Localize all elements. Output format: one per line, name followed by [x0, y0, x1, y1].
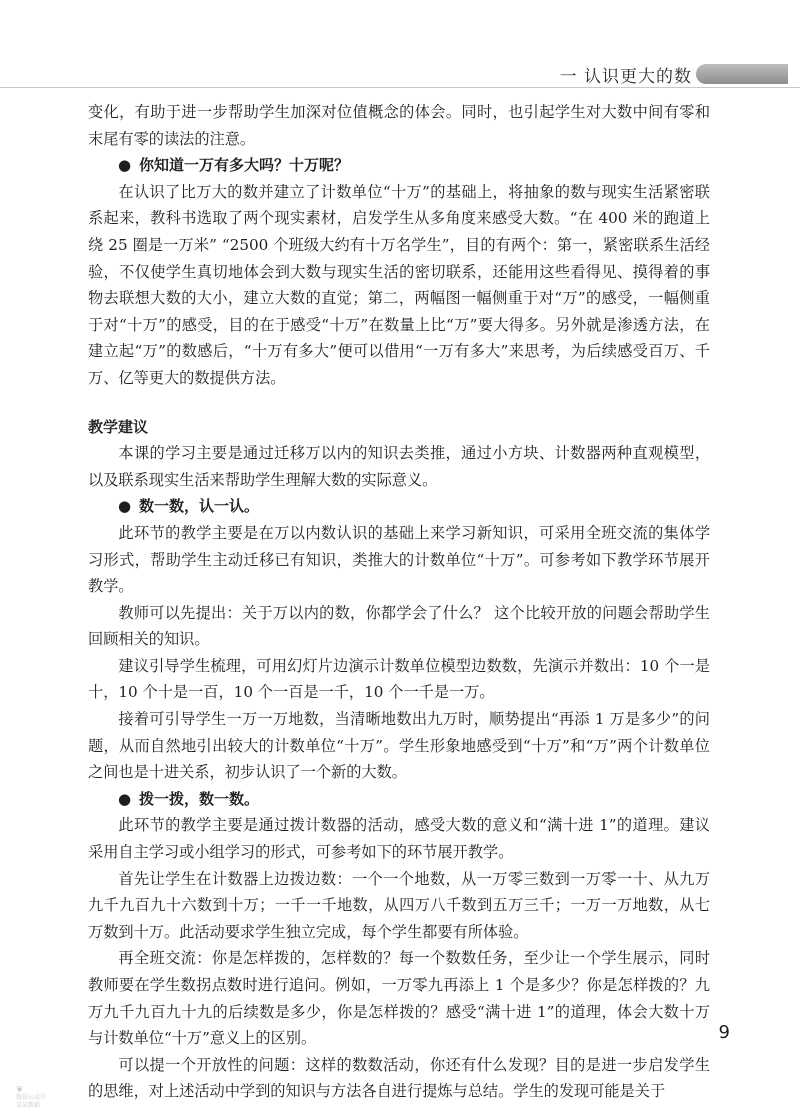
chapter-tab-decoration	[696, 64, 788, 84]
paragraph: 变化，有助于进一步帮助学生加深对位值概念的体会。同时，也引起学生对大数中间有零和末尾有零的读法的注意。	[88, 103, 710, 148]
bullet-text: 你知道一万有多大吗？十万呢？	[139, 156, 350, 175]
paragraph: 本课的学习主要是通过迁移万以内的知识去类推，通过小方块、计数器两种直观模型，以及联系现实生活来帮助学生理解大数的实际意义。	[88, 444, 710, 489]
paragraph: 教师可以先提出：关于万以内的数，你都学会了什么？ 这个比较开放的问题会帮助学生回顾相关的知识。	[88, 603, 710, 649]
header-divider	[0, 87, 800, 88]
paragraph: 再全班交流：你是怎样拨的，怎样数的？每一个数数任务，至少让一个学生展示，同时教师要在学生数拐点数时进行追问。例如，一万零九再添上 1 个是多少？你是怎样拨的？九万九千九百九十九的后续数是多少，你是怎样拨的？感受“满十进 1”的道理，体会大数十万与计数单位“十万”意义上的区别。	[88, 949, 710, 1048]
paragraph: 可以提一个开放性的问题：这样的数数活动，你还有什么发现？目的是进一步启发学生的思维，对上述活动中学到的知识与方法各自进行提炼与总结。学生的发现可能是关于	[88, 1055, 710, 1101]
chapter-title: 一 认识更大的数	[559, 67, 692, 87]
page-body	[88, 99, 710, 1105]
watermark-line: 微信公众号	[16, 1094, 47, 1101]
bullet-heading-count-and-recognize	[88, 493, 710, 520]
bullet-dot-icon: ●	[118, 789, 132, 808]
paragraph: 建议引导学生梳理，可用幻灯片边演示计数单位模型边数数，先演示并数出：10 个一是十，10 个十是一百，10 个一百是一千，10 个一千是一万。	[88, 656, 710, 702]
watermark	[16, 1086, 46, 1110]
bullet-dot-icon: ●	[118, 497, 132, 516]
paragraph: 此环节的教学主要是通过拨计数器的活动，感受大数的意义和“满十进 1”的道理。建议采用自主学习或小组学习的形式，可参考如下的环节展开教学。	[88, 816, 710, 862]
bullet-text: 数一数，认一认。	[139, 497, 260, 516]
paragraph: 在认识了比万大的数并建立了计数单位“十万”的基础上，将抽象的数与现实生活紧密联系起来，教科书选取了两个现实素材，启发学生从多角度来感受大数。“在 400 米的跑道上绕 25 圈是一万米” “2500 个班级大约有十万名学生”，目的有两个：第一，紧密联系生活经验，不仅使学生真切地体会到大数与现实生活的密切联系，还能用这些看得见、摸得着的事物去联想大数的大小，建立大数的直觉；第二，两幅图一幅侧重于对“万”的感受，一幅侧重于对“十万”的感受，目的在于感受“十万”在数量上比“万”要大得多。另外就是渗透方法，在建立起“万”的数感后，“十万有多大”便可以借用“一万有多大”来思考，为后续感受百万、千万、亿等更大的数提供方法。	[88, 182, 710, 387]
bullet-heading-ten-thousand	[88, 152, 710, 179]
watermark-line: 某某教辅	[16, 1102, 41, 1109]
bullet-heading-abacus-counting	[88, 786, 710, 813]
page-number: 9	[718, 1022, 730, 1043]
paragraph: 接着可引导学生一万一万地数，当清晰地数出九万时，顺势提出“再添 1 万是多少”的问题，从而自然地引出较大的计数单位“十万”。学生形象地感受到“十万”和“万”两个计数单位之间也是十进关系，初步认识了一个新的大数。	[88, 710, 710, 782]
watermark-bird-icon: ❦	[16, 1085, 24, 1095]
bullet-dot-icon: ●	[118, 156, 132, 175]
bullet-text: 拨一拨，数一数。	[139, 789, 260, 808]
running-header	[0, 58, 800, 88]
section-heading-teaching-suggestions: 教学建议	[88, 417, 149, 436]
paragraph: 首先让学生在计数器上边拨边数：一个一个地数，从一万零三数到一万零一十、从九万九千九百九十六数到十万；一千一千地数，从四万八千数到五万三千；一万一万地数，从七万数到十万。此活动要求学生独立完成，每个学生都要有所体验。	[88, 869, 710, 941]
paragraph: 此环节的教学主要是在万以内数认识的基础上来学习新知识，可采用全班交流的集体学习形式，帮助学生主动迁移已有知识，类推大的计数单位“十万”。可参考如下教学环节展开教学。	[88, 523, 710, 596]
